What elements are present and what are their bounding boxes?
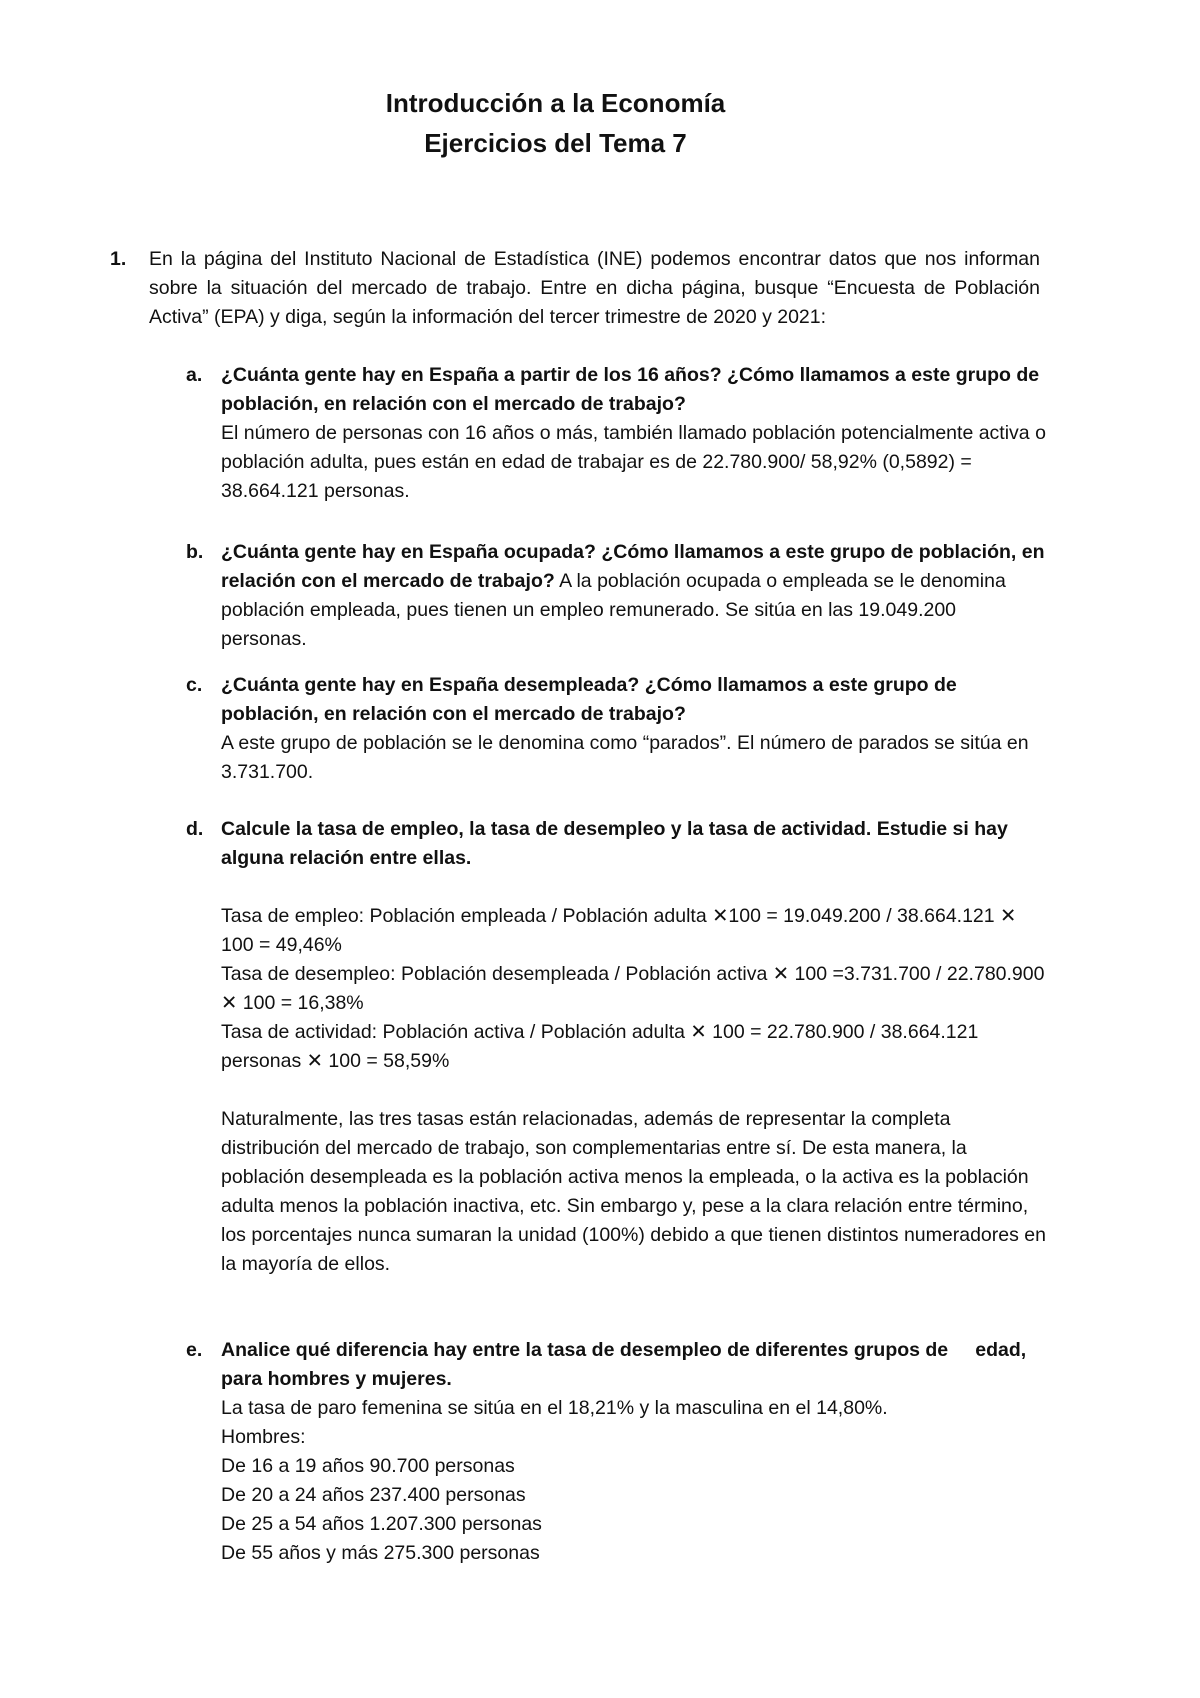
item-answer: A la población ocupada o empleada se le denomina población empleada, pues tienen un empleo remunerado. Se sitúa en las 19.049.200 personas. bbox=[221, 570, 1006, 650]
age-group-row: De 55 años y más 275.300 personas bbox=[221, 1542, 540, 1564]
item-a bbox=[186, 361, 1046, 506]
item-question: Analice qué diferencia hay entre la tasa de desempleo de diferentes grupos de edad, para hombres y mujeres. bbox=[221, 1339, 1032, 1390]
rate-activity: Tasa de actividad: Población activa / Población adulta ✕ 100 = 22.780.900 / 38.664.121 personas ✕ 100 = 58,59% bbox=[221, 1021, 979, 1072]
exercise-intro bbox=[110, 245, 1040, 332]
item-question: Calcule la tasa de empleo, la tasa de desempleo y la tasa de actividad. Estudie si hay alguna relación entre ellas. bbox=[221, 818, 1008, 869]
item-answer: El número de personas con 16 años o más, también llamado población potencialmente activa o población adulta, pues están en edad de trabajar es de 22.780.900/ 58,92% (0,5892) = 38.664.121 personas. bbox=[221, 422, 1046, 502]
exercise-number: 1. bbox=[110, 248, 127, 270]
item-b bbox=[186, 538, 1046, 654]
item-letter: a. bbox=[186, 364, 203, 386]
age-group-row: De 20 a 24 años 237.400 personas bbox=[221, 1484, 526, 1506]
item-paragraph: Naturalmente, las tres tasas están relacionadas, además de representar la completa distribución del mercado de trabajo, son complementarias entre sí. De esta manera, la población desempleada es la población activa menos la empleada, o la activa es la población adulta menos la población inactiva, etc. Sin embargo y, pese a la clara relación entre término, los porcentajes nunca sumaran la unidad (100%) debido a que tienen distintos numeradores en la mayoría de ellos. bbox=[221, 1108, 1046, 1275]
item-e bbox=[186, 1336, 1046, 1568]
item-question: ¿Cuánta gente hay en España a partir de los 16 años? ¿Cómo llamamos a este grupo de población, en relación con el mercado de trabajo? bbox=[221, 364, 1040, 415]
item-letter: c. bbox=[186, 674, 203, 696]
document-subtitle: Ejercicios del Tema 7 bbox=[424, 128, 687, 158]
rate-employment: Tasa de empleo: Población empleada / Población adulta ✕100 = 19.049.200 / 38.664.121 ✕ 100 = 49,46% bbox=[221, 905, 1017, 956]
men-heading: Hombres: bbox=[221, 1426, 306, 1448]
item-letter: e. bbox=[186, 1339, 203, 1361]
exercise-intro-text: En la página del Instituto Nacional de Estadística (INE) podemos encontrar datos que nos informan sobre la situación del mercado de trabajo. Entre en dicha página, busque “Encuesta de Población Activa” (EPA) y diga, según la información del tercer trimestre de 2020 y 2021: bbox=[149, 248, 1040, 328]
document-title: Introducción a la Economía bbox=[385, 88, 726, 118]
age-group-row: De 16 a 19 años 90.700 personas bbox=[221, 1455, 515, 1477]
item-question: ¿Cuánta gente hay en España ocupada? ¿Cómo llamamos a este grupo de población, en relación con el mercado de trabajo? bbox=[221, 541, 1045, 592]
rate-unemployment: Tasa de desempleo: Población desempleada / Población activa ✕ 100 =3.731.700 / 22.780.900 ✕ 100 = 16,38% bbox=[221, 963, 1045, 1014]
item-letter: d. bbox=[186, 818, 204, 840]
age-group-row: De 25 a 54 años 1.207.300 personas bbox=[221, 1513, 542, 1535]
item-letter: b. bbox=[186, 541, 204, 563]
item-c bbox=[186, 671, 1046, 787]
unemployment-rates-line: La tasa de paro femenina se sitúa en el 18,21% y la masculina en el 14,80%. bbox=[221, 1397, 888, 1419]
item-d bbox=[186, 815, 1046, 1279]
item-question: ¿Cuánta gente hay en España desempleada? ¿Cómo llamamos a este grupo de población, en relación con el mercado de trabajo? bbox=[221, 674, 957, 725]
item-answer: A este grupo de población se le denomina como “parados”. El número de parados se sitúa en 3.731.700. bbox=[221, 732, 1029, 783]
